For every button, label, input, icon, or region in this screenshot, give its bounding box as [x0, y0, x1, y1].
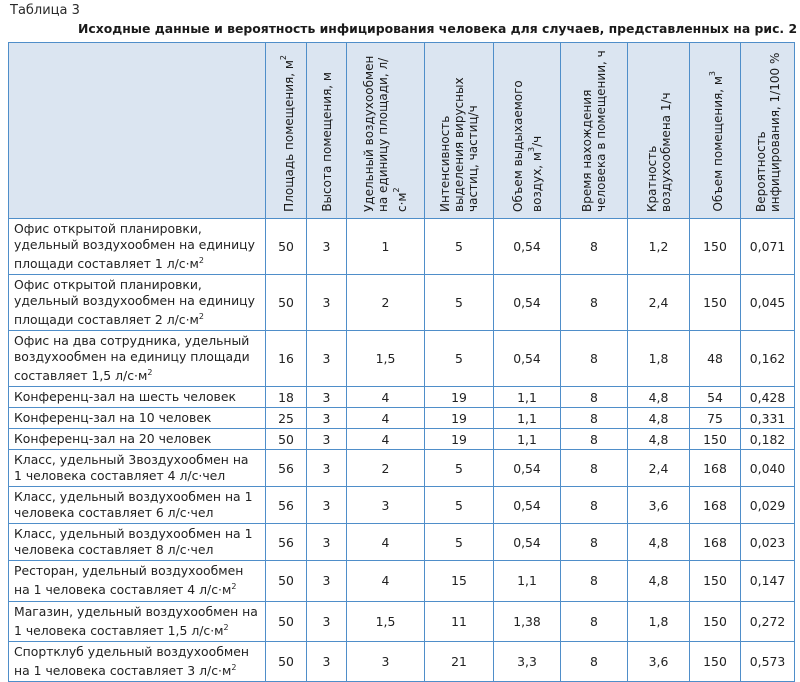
row-description-text: Офис открытой планировки, удельный воздухообмен на единицу площади составляет 2 л/с·м	[14, 277, 255, 328]
table-cell: 3	[307, 429, 347, 450]
table-cell: 54	[690, 387, 741, 408]
row-description	[9, 219, 266, 275]
table-cell: 19	[425, 408, 494, 429]
table-cell: 11	[425, 601, 494, 641]
row-description	[9, 601, 266, 641]
column-header-text: Площадь помещения, м	[281, 60, 296, 212]
table-cell: 0,029	[741, 487, 795, 524]
table-cell: 0,54	[494, 487, 561, 524]
table-cell: 0,040	[741, 450, 795, 487]
column-header-label	[362, 43, 409, 218]
row-description-text: Класс, удельный воздухообмен на 1 человека составляет 8 л/с·чел	[14, 526, 253, 558]
table-cell: 4	[347, 387, 425, 408]
table-cell: 56	[266, 524, 307, 561]
column-header-label	[277, 49, 296, 218]
row-description-text: Офис на два сотрудника, удельный воздухообмен на единицу площади составляет 1,5 л/с·м	[14, 333, 250, 384]
row-description-text: Конференц-зал на 20 человек	[14, 431, 212, 447]
table-cell: 5	[425, 487, 494, 524]
table-cell: 0,573	[741, 641, 795, 681]
header-row	[9, 43, 795, 219]
table-cell: 5	[425, 331, 494, 387]
table-cell: 0,54	[494, 331, 561, 387]
row-description-superscript: 2	[198, 312, 205, 322]
table-row	[9, 219, 795, 275]
table-row	[9, 487, 795, 524]
table-cell: 3,6	[628, 487, 690, 524]
row-description-text: Офис открытой планировки, удельный воздухообмен на единицу площади составляет 1 л/с·м	[14, 221, 255, 272]
row-description	[9, 275, 266, 331]
table-cell: 56	[266, 487, 307, 524]
row-description	[9, 387, 266, 408]
table-cell: 0,54	[494, 219, 561, 275]
table-cell: 150	[690, 641, 741, 681]
table-cell: 8	[561, 275, 628, 331]
table-cell: 3	[307, 331, 347, 387]
column-header-label	[320, 66, 334, 218]
column-header-superscript: 2	[278, 55, 288, 61]
table-cell: 3	[307, 450, 347, 487]
table-cell: 1,1	[494, 429, 561, 450]
table-cell: 50	[266, 275, 307, 331]
table-cell: 8	[561, 408, 628, 429]
table-cell: 3	[307, 387, 347, 408]
table-cell: 1,5	[347, 331, 425, 387]
table-cell: 48	[690, 331, 741, 387]
row-description-superscript: 2	[223, 622, 229, 632]
table-cell: 1,8	[628, 331, 690, 387]
row-description	[9, 450, 266, 487]
row-description-text: Конференц-зал на 10 человек	[14, 410, 212, 426]
table-cell: 75	[690, 408, 741, 429]
table-cell: 50	[266, 641, 307, 681]
row-description	[9, 429, 266, 450]
row-description	[9, 487, 266, 524]
table-cell: 0,54	[494, 524, 561, 561]
table-cell: 1,1	[494, 561, 561, 601]
row-description	[9, 561, 266, 601]
table-cell: 8	[561, 450, 628, 487]
table-cell: 168	[690, 450, 741, 487]
table-cell: 8	[561, 387, 628, 408]
table-cell: 0,428	[741, 387, 795, 408]
table-cell: 0,54	[494, 450, 561, 487]
table-row	[9, 641, 795, 681]
table-cell: 2,4	[628, 275, 690, 331]
table-cell: 3	[307, 219, 347, 275]
table-cell: 1,1	[494, 387, 561, 408]
table-cell: 150	[690, 429, 741, 450]
table-cell: 0,272	[741, 601, 795, 641]
table-row	[9, 408, 795, 429]
column-header-text: Интенсивность выделения вирусных частиц, частиц/ч	[438, 77, 480, 212]
table-cell: 16	[266, 331, 307, 387]
table-cell: 150	[690, 561, 741, 601]
table-cell: 0,162	[741, 331, 795, 387]
table-cell: 19	[425, 387, 494, 408]
column-header-superscript: 3	[526, 146, 536, 153]
table-row	[9, 524, 795, 561]
column-header	[425, 43, 494, 219]
table-cell: 2	[347, 450, 425, 487]
table-row	[9, 561, 795, 601]
table-cell: 2,4	[628, 450, 690, 487]
table-cell: 50	[266, 429, 307, 450]
table-cell: 0,147	[741, 561, 795, 601]
table-cell: 8	[561, 641, 628, 681]
column-header-text: Высота помещения, м	[319, 72, 334, 212]
table-cell: 150	[690, 601, 741, 641]
table-cell: 5	[425, 219, 494, 275]
table-cell: 168	[690, 487, 741, 524]
column-header-text: Время нахождения человека в помещении, ч	[580, 50, 608, 212]
table-row	[9, 450, 795, 487]
table-cell: 4,8	[628, 429, 690, 450]
table-cell: 56	[266, 450, 307, 487]
table-cell: 8	[561, 331, 628, 387]
column-header-label	[645, 43, 673, 218]
table-cell: 0,023	[741, 524, 795, 561]
table-cell: 0,071	[741, 219, 795, 275]
row-description	[9, 408, 266, 429]
table-number: Таблица 3	[10, 3, 80, 18]
table-cell: 4,8	[628, 524, 690, 561]
table-caption: Исходные данные и вероятность инфицирования человека для случаев, представленных на рис. 2	[78, 21, 798, 36]
row-description-text: Спортклуб удельный воздухообмен на 1 человека составляет 3 л/с·м	[14, 643, 249, 678]
table-cell: 3	[347, 641, 425, 681]
table-cell: 8	[561, 429, 628, 450]
row-description-text: Магазин, удельный воздухообмен на 1 человека составляет 1,5 л/с·м	[14, 603, 258, 638]
row-description	[9, 524, 266, 561]
column-header	[628, 43, 690, 219]
column-header-label	[511, 43, 544, 218]
column-header-suffix: /ч	[529, 135, 544, 147]
table-cell: 2	[347, 275, 425, 331]
table-row	[9, 429, 795, 450]
table-cell: 50	[266, 219, 307, 275]
column-header-text: Объем выдыхаемого воздух, м	[510, 80, 544, 212]
table-cell: 5	[425, 524, 494, 561]
table-cell: 8	[561, 561, 628, 601]
table-cell: 168	[690, 524, 741, 561]
table-cell: 3	[307, 641, 347, 681]
row-description-superscript: 2	[147, 368, 153, 378]
table-cell: 19	[425, 429, 494, 450]
table-cell: 25	[266, 408, 307, 429]
table-row	[9, 601, 795, 641]
column-header-text: Удельный воздухообмен на единицу площади, л/с·м	[362, 55, 409, 212]
column-header	[307, 43, 347, 219]
column-header	[741, 43, 795, 219]
table-cell: 18	[266, 387, 307, 408]
table-cell: 150	[690, 219, 741, 275]
column-header-label	[438, 43, 480, 218]
row-description-text: Класс, удельный воздухообмен на 1 человека составляет 6 л/с·чел	[14, 489, 253, 521]
row-description-text: Ресторан, удельный воздухообмен на 1 человека составляет 4 л/с·м	[14, 563, 244, 598]
table-cell: 3	[347, 487, 425, 524]
table-row	[9, 387, 795, 408]
row-description	[9, 331, 266, 387]
table-cell: 50	[266, 561, 307, 601]
column-header	[690, 43, 741, 219]
table-cell: 1,8	[628, 601, 690, 641]
column-header	[494, 43, 561, 219]
table-cell: 0,331	[741, 408, 795, 429]
column-header-label	[706, 65, 725, 218]
row-description-superscript: 2	[198, 256, 205, 265]
table-cell: 150	[690, 275, 741, 331]
table-cell: 1,1	[494, 408, 561, 429]
row-description-text: Класс, удельный 3воздухообмен на 1 человека составляет 4 л/с·чел	[14, 452, 249, 484]
table-cell: 1,2	[628, 219, 690, 275]
table-cell: 4,8	[628, 408, 690, 429]
table-cell: 4	[347, 561, 425, 601]
table-cell: 3	[307, 408, 347, 429]
header-blank-cell	[9, 43, 266, 219]
table-cell: 0,045	[741, 275, 795, 331]
table-cell: 4	[347, 429, 425, 450]
row-description-superscript: 2	[231, 582, 237, 592]
table-cell: 4,8	[628, 561, 690, 601]
table-cell: 8	[561, 601, 628, 641]
column-header-superscript: 2	[392, 187, 401, 193]
row-description-superscript: 2	[231, 662, 237, 672]
column-header	[266, 43, 307, 219]
column-header-label	[580, 43, 608, 218]
table-cell: 4	[347, 408, 425, 429]
table-cell: 50	[266, 601, 307, 641]
table-row	[9, 275, 795, 331]
table-cell: 8	[561, 524, 628, 561]
table-cell: 3	[307, 524, 347, 561]
table-cell: 3	[307, 601, 347, 641]
column-header-superscript: 3	[707, 71, 717, 77]
table-row	[9, 331, 795, 387]
table-body	[9, 219, 795, 682]
table-cell: 15	[425, 561, 494, 601]
table-cell: 1,38	[494, 601, 561, 641]
table-cell: 0,182	[741, 429, 795, 450]
table-cell: 3	[307, 275, 347, 331]
column-header-text: Объем помещения, м	[710, 76, 725, 212]
table-cell: 0,54	[494, 275, 561, 331]
column-header-text: Вероятность инфицирования, 1/100 %	[753, 52, 782, 212]
table-cell: 1,5	[347, 601, 425, 641]
column-header-text: Кратность воздухообмена 1/ч	[644, 92, 673, 212]
table-cell: 3	[307, 561, 347, 601]
table-cell: 1	[347, 219, 425, 275]
table-cell: 8	[561, 487, 628, 524]
column-header-label	[754, 43, 782, 218]
table-cell: 8	[561, 219, 628, 275]
table-cell: 3,6	[628, 641, 690, 681]
table-cell: 3,3	[494, 641, 561, 681]
table-cell: 3	[307, 487, 347, 524]
row-description-text: Конференц-зал на шесть человек	[14, 389, 236, 405]
table-cell: 5	[425, 450, 494, 487]
column-header	[561, 43, 628, 219]
table-cell: 4	[347, 524, 425, 561]
column-header	[347, 43, 425, 219]
data-table	[8, 42, 795, 682]
table-cell: 5	[425, 275, 494, 331]
table-cell: 4,8	[628, 387, 690, 408]
table-cell: 21	[425, 641, 494, 681]
row-description	[9, 641, 266, 681]
